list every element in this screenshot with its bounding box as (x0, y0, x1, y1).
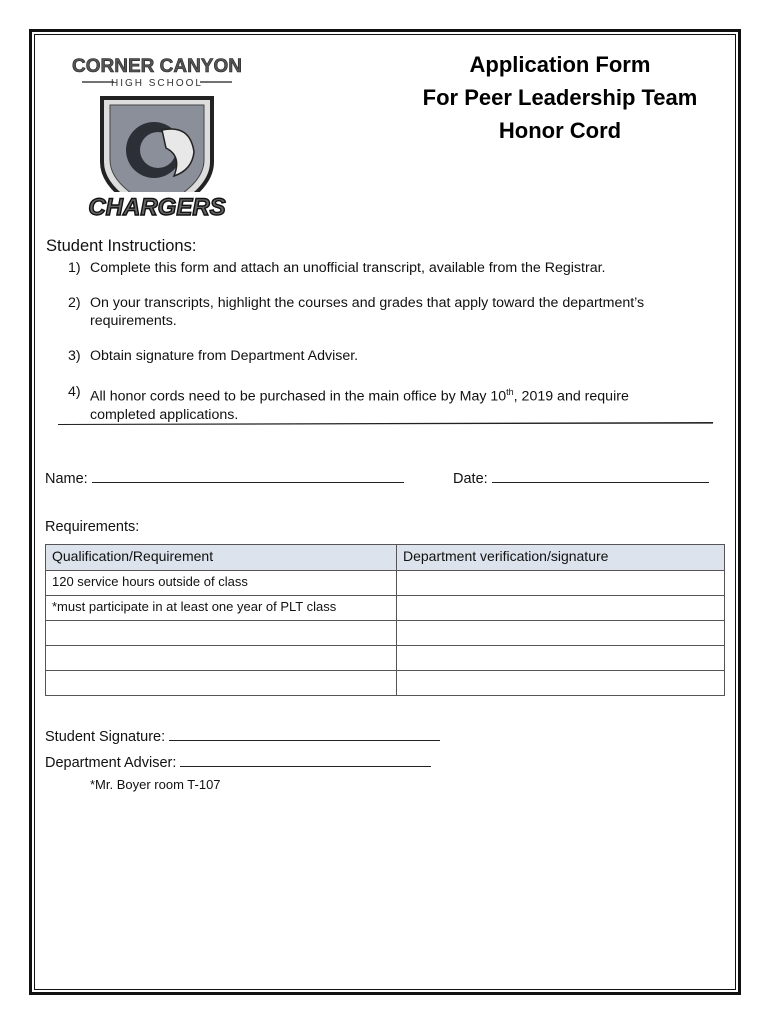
column-header: Qualification/Requirement (46, 545, 397, 571)
school-logo (62, 52, 252, 227)
requirements-table (45, 544, 725, 696)
signature-cell[interactable] (397, 596, 725, 621)
instruction-number: 4) (68, 384, 81, 400)
adviser-signature-line[interactable] (180, 752, 431, 767)
requirement-cell[interactable] (46, 646, 397, 671)
instruction-text: On your transcripts, highlight the courses and grades that apply toward the department’s requirements. (90, 295, 645, 329)
instruction-text: All honor cords need to be purchased in the main office by May 10th, 2019 and require completed applications. (90, 387, 629, 423)
signature-cell[interactable] (397, 571, 725, 596)
student-signature-field[interactable] (45, 726, 440, 745)
student-signature-label: Student Signature: (45, 729, 166, 745)
instructions-heading: Student Instructions: (46, 237, 197, 255)
table-row (46, 621, 725, 646)
signature-cell[interactable] (397, 671, 725, 696)
name-label: Name: (45, 471, 88, 487)
table-row (46, 646, 725, 671)
logo-mascot: CHARGERS (88, 194, 226, 221)
instruction-text: Obtain signature from Department Adviser. (90, 348, 359, 364)
column-header: Department verification/signature (397, 545, 725, 571)
requirement-cell[interactable] (46, 621, 397, 646)
title-line-3: Honor Cord (498, 118, 622, 143)
instruction-number: 2) (68, 295, 81, 311)
requirement-cell[interactable] (46, 671, 397, 696)
instruction-number: 1) (68, 260, 81, 276)
requirement-cell: *must participate in at least one year of PLT class (46, 596, 397, 621)
logo-school-type: HIGH SCHOOL (110, 78, 204, 89)
adviser-note: *Mr. Boyer room T-107 (90, 777, 221, 792)
section-divider (58, 421, 713, 425)
title-line-2: For Peer Leadership Team (422, 85, 698, 110)
instruction-number: 3) (68, 348, 81, 364)
title-line-1: Application Form (469, 52, 651, 77)
name-field[interactable] (45, 468, 404, 487)
requirement-cell: 120 service hours outside of class (46, 571, 397, 596)
logo-school-name: CORNER CANYON (72, 56, 242, 77)
date-label: Date: (453, 471, 488, 487)
instruction-text: Complete this form and attach an unofficial transcript, available from the Registrar. (90, 260, 606, 276)
table-header-row (46, 545, 725, 571)
signature-cell[interactable] (397, 646, 725, 671)
signature-cell[interactable] (397, 621, 725, 646)
table-row (46, 671, 725, 696)
student-signature-line[interactable] (169, 726, 440, 741)
adviser-signature-label: Department Adviser: (45, 755, 177, 771)
date-field[interactable] (453, 468, 709, 487)
name-input-line[interactable] (92, 468, 404, 483)
table-row (46, 571, 725, 596)
adviser-signature-field[interactable] (45, 752, 431, 771)
requirements-label: Requirements: (45, 519, 140, 535)
table-row (46, 596, 725, 621)
date-input-line[interactable] (492, 468, 709, 483)
